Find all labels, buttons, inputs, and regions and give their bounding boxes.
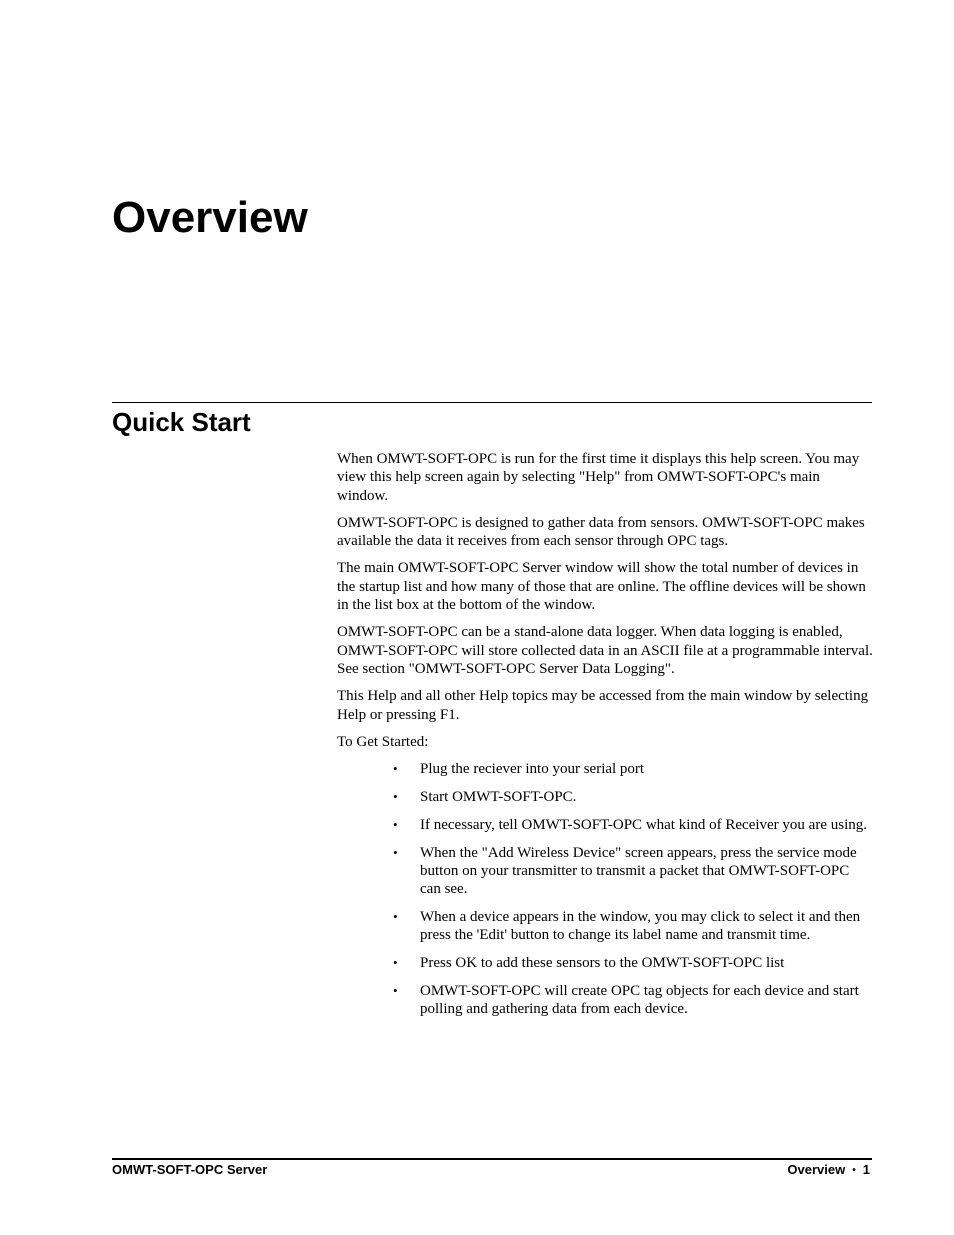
bullet-icon: •	[393, 982, 398, 998]
list-item	[393, 982, 873, 1019]
list-item	[393, 788, 873, 806]
paragraph: The main OMWT-SOFT-OPC Server window will show the total number of devices in the startup list and how many of those that are online. The offline devices will be shown in the list box at the bottom of the window.	[337, 560, 866, 614]
list-item	[393, 954, 873, 972]
steps-list	[337, 760, 873, 1018]
paragraph: OMWT-SOFT-OPC is designed to gather data from sensors. OMWT-SOFT-OPC makes available the data it receives from each sensor through OPC tags.	[337, 514, 865, 550]
footer-page-info	[787, 1162, 870, 1179]
bullet-icon: •	[393, 955, 398, 971]
bullet-icon: •	[393, 761, 398, 777]
paragraph: This Help and all other Help topics may be accessed from the main window by selecting Help or pressing F1.	[337, 688, 869, 723]
list-item-text: If necessary, tell OMWT-SOFT-OPC what kind of Receiver you are using.	[420, 816, 867, 833]
paragraph: To Get Started:	[337, 733, 429, 750]
footer-chapter: Overview	[787, 1162, 846, 1177]
footer-separator-icon: •	[852, 1165, 856, 1176]
footer-divider	[112, 1158, 872, 1160]
list-item	[393, 844, 873, 899]
list-item-text: When a device appears in the window, you may click to select it and then press the 'Edit' button to change its label name and transmit time.	[420, 908, 861, 944]
list-item-text: Plug the reciever into your serial port	[420, 761, 645, 778]
bullet-icon: •	[393, 908, 398, 924]
page-number: 1	[862, 1162, 870, 1177]
section-divider	[112, 402, 872, 403]
bullet-icon: •	[393, 816, 398, 832]
list-item-text: When the "Add Wireless Device" screen appears, press the service mode button on your transmitter to transmit a packet that OMWT-SOFT-OPC can see.	[420, 844, 857, 898]
footer-product-name: OMWT-SOFT-OPC Server	[112, 1162, 268, 1177]
list-item-text: Start OMWT-SOFT-OPC.	[420, 788, 577, 805]
list-item-text: Press OK to add these sensors to the OMWT-SOFT-OPC list	[420, 955, 785, 972]
list-item	[393, 908, 873, 945]
bullet-icon: •	[393, 788, 398, 804]
list-item	[393, 816, 873, 834]
list-item-text: OMWT-SOFT-OPC will create OPC tag objects for each device and start polling and gathering data from each device.	[420, 982, 859, 1018]
paragraph: When OMWT-SOFT-OPC is run for the first time it displays this help screen. You may view this help screen again by selecting "Help" from OMWT-SOFT-OPC's main window.	[337, 451, 860, 504]
paragraph: OMWT-SOFT-OPC can be a stand-alone data logger. When data logging is enabled, OMWT-SOFT-OPC will store collected data in an ASCII file at a programmable interval. See section "OMWT-SOFT-OPC Server Data Logging".	[337, 624, 873, 677]
list-item	[393, 760, 873, 778]
section-body	[337, 450, 873, 1028]
chapter-title: Overview	[112, 193, 308, 242]
section-title: Quick Start	[112, 407, 251, 437]
bullet-icon: •	[393, 844, 398, 860]
